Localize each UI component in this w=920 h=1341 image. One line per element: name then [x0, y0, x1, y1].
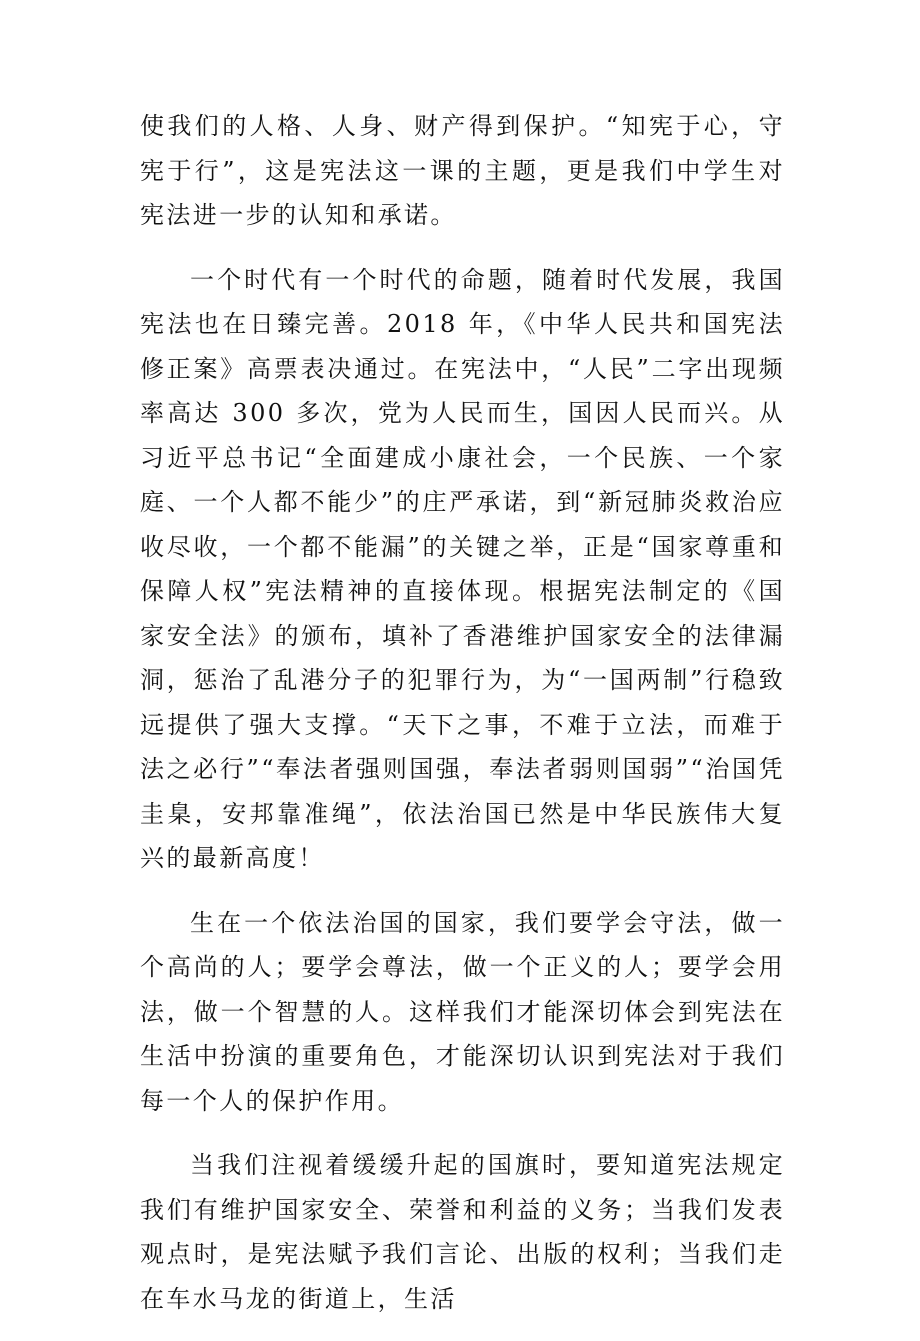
paragraph-3: 生在一个依法治国的国家，我们要学会守法，做一个高尚的人；要学会尊法，做一个正义的人；要学会用法，做一个智慧的人。这样我们才能深切体会到宪法在生活中扮演的重要角色，才能深切认识到宪法对于我们每一个人的保护作用。	[140, 908, 785, 1115]
paragraph-1: 使我们的人格、人身、财产得到保护。“知宪于心，守宪于行”，这是宪法这一课的主题，更是我们中学生对宪法进一步的认知和承诺。	[140, 112, 785, 229]
document-body	[140, 104, 785, 1341]
paragraph-4: 当我们注视着缓缓升起的国旗时，要知道宪法规定我们有维护国家安全、荣誉和利益的义务；当我们发表观点时，是宪法赋予我们言论、出版的权利；当我们走在车水马龙的街道上，生活	[140, 1151, 785, 1313]
paragraph-2: 一个时代有一个时代的命题，随着时代发展，我国宪法也在日臻完善。2018 年，《中华人民共和国宪法修正案》高票表决通过。在宪法中，“人民”二字出现频率高达 300 多次，党为人民而生，国因人民而兴。从习近平总书记“全面建成小康社会，一个民族、一个家庭、一个人都不能少”的庄严承诺，到“新冠肺炎救治应收尽收，一个都不能漏”的关键之举，正是“国家尊重和保障人权”宪法精神的直接体现。根据宪法制定的《国家安全法》的颁布，填补了香港维护国家安全的法律漏洞，惩治了乱港分子的犯罪行为，为“一国两制”行稳致远提供了强大支撑。“天下之事，不难于立法，而难于法之必行”“奉法者强则国强，奉法者弱则国弱”“治国凭圭臬，安邦靠准绳”，依法治国已然是中华民族伟大复兴的最新高度！	[140, 265, 785, 872]
